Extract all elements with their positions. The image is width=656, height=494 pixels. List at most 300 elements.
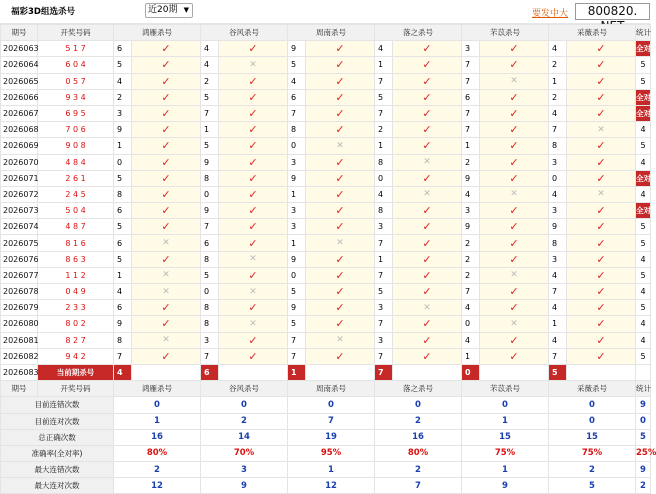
- period-cell: 2026068: [1, 122, 38, 138]
- kill-number-cell: 7: [375, 316, 393, 332]
- stat-value: 9: [462, 478, 549, 494]
- check-icon: ✓: [161, 187, 171, 201]
- kill-number-cell: 3: [288, 219, 306, 235]
- kill-number-cell: 1: [549, 316, 567, 332]
- check-icon: ✓: [422, 74, 432, 88]
- kill-number-cell: 3: [114, 105, 132, 121]
- kill-number-cell: 8: [201, 300, 219, 316]
- kill-number-cell: 7: [462, 284, 480, 300]
- kill-number-cell: 4: [288, 73, 306, 89]
- period-cell: 2026069: [1, 138, 38, 154]
- kill-number-cell: 4: [549, 186, 567, 202]
- kill-number-cell: 2: [462, 154, 480, 170]
- stat-cell: 全对: [636, 170, 651, 186]
- cross-icon: ✕: [336, 140, 344, 151]
- period-select[interactable]: 近20期 ▼: [145, 3, 193, 18]
- stat-label: 目前连对次数: [1, 413, 114, 429]
- kill-number-cell: 3: [288, 203, 306, 219]
- period-cell: 2026064: [1, 57, 38, 73]
- mark-cell: [132, 138, 201, 154]
- mark-cell: [393, 316, 462, 332]
- cross-icon: ✕: [423, 189, 431, 200]
- draw-number-cell: 2 4 5: [38, 186, 114, 202]
- kill-number-cell: 5: [288, 316, 306, 332]
- column-header: 谷风杀号: [201, 381, 288, 397]
- check-icon: ✓: [509, 252, 519, 266]
- draw-number-cell: 5 0 4: [38, 203, 114, 219]
- check-icon: ✓: [161, 123, 171, 137]
- check-icon: ✓: [248, 171, 258, 185]
- check-icon: ✓: [335, 107, 345, 121]
- kill-number-cell: 6: [462, 89, 480, 105]
- kill-number-cell: 3: [462, 41, 480, 57]
- mark-cell: [132, 186, 201, 202]
- kill-number-cell: 7: [114, 348, 132, 364]
- kill-number-cell: 3: [201, 332, 219, 348]
- check-icon: ✓: [422, 107, 432, 121]
- check-icon: ✓: [161, 90, 171, 104]
- mark-cell: [132, 235, 201, 251]
- kill-number-cell: 7: [375, 235, 393, 251]
- table-row: [1, 57, 651, 73]
- mark-cell: [306, 219, 375, 235]
- period-cell: 2026078: [1, 284, 38, 300]
- mark-cell: [306, 267, 375, 283]
- check-icon: ✓: [422, 268, 432, 282]
- mark-cell: [480, 348, 549, 364]
- mark-cell: [567, 57, 636, 73]
- kill-number-cell: 0: [201, 284, 219, 300]
- check-icon: ✓: [335, 90, 345, 104]
- kill-number-cell: 7: [462, 57, 480, 73]
- stat-value: 0: [549, 413, 636, 429]
- kill-number-cell: 5: [375, 284, 393, 300]
- mark-cell: [393, 267, 462, 283]
- stat-value: 15: [462, 429, 549, 445]
- kill-number-cell: 6: [288, 89, 306, 105]
- mark-cell: [132, 203, 201, 219]
- draw-number-cell: 8 6 3: [38, 251, 114, 267]
- check-icon: ✓: [248, 139, 258, 153]
- mark-cell: [567, 186, 636, 202]
- kill-number-cell: 7: [462, 105, 480, 121]
- mark-cell: [306, 57, 375, 73]
- kill-number-cell: 7: [462, 73, 480, 89]
- mark-cell: [480, 332, 549, 348]
- kill-number-cell: 1: [462, 348, 480, 364]
- period-cell: 2026082: [1, 348, 38, 364]
- column-header: 落之杀号: [375, 25, 462, 41]
- stat-value: 16: [375, 429, 462, 445]
- stat-value: 0: [114, 397, 201, 413]
- check-icon: ✓: [335, 204, 345, 218]
- stat-value: 1: [462, 413, 549, 429]
- kill-number-cell: 8: [549, 138, 567, 154]
- check-icon: ✓: [422, 236, 432, 250]
- kill-number-cell: 3: [549, 203, 567, 219]
- kill-number-cell: 5: [114, 170, 132, 186]
- stat-value: 80%: [375, 445, 462, 461]
- mark-cell: [306, 170, 375, 186]
- kill-number-cell: 8: [114, 186, 132, 202]
- check-icon: ✓: [161, 74, 171, 88]
- cross-icon: ✕: [249, 286, 257, 297]
- stat-value: 15: [549, 429, 636, 445]
- kill-number-cell: 3: [375, 332, 393, 348]
- kill-number-cell: 3: [549, 154, 567, 170]
- check-icon: ✓: [422, 204, 432, 218]
- draw-number-cell: 9 3 4: [38, 89, 114, 105]
- kill-number-cell: 4: [549, 105, 567, 121]
- mark-cell: [567, 105, 636, 121]
- header-row: [1, 381, 651, 397]
- check-icon: ✓: [422, 42, 432, 56]
- mark-cell: [393, 170, 462, 186]
- stat-cell: 5: [636, 138, 651, 154]
- stat-value: 95%: [288, 445, 375, 461]
- mark-cell: [393, 235, 462, 251]
- check-icon: ✓: [509, 90, 519, 104]
- check-icon: ✓: [161, 220, 171, 234]
- table-row: [1, 219, 651, 235]
- check-icon: ✓: [248, 236, 258, 250]
- check-icon: ✓: [509, 107, 519, 121]
- mark-cell: [132, 154, 201, 170]
- kill-number-cell: 9: [288, 170, 306, 186]
- period-cell: 2026066: [1, 89, 38, 105]
- mark-cell: [393, 89, 462, 105]
- check-icon: ✓: [422, 285, 432, 299]
- check-icon: ✓: [596, 171, 606, 185]
- check-icon: ✓: [596, 204, 606, 218]
- stat-value: 7: [288, 413, 375, 429]
- kill-number-cell: 7: [549, 284, 567, 300]
- stat-value: 5: [636, 429, 651, 445]
- mark-cell: [480, 284, 549, 300]
- check-icon: ✓: [596, 285, 606, 299]
- empty-cell: [306, 364, 375, 380]
- check-icon: ✓: [248, 123, 258, 137]
- check-icon: ✓: [248, 204, 258, 218]
- column-header: 开奖号码: [38, 381, 114, 397]
- stat-value: 0: [549, 397, 636, 413]
- kill-number-cell: 1: [375, 57, 393, 73]
- kill-number-cell: 7: [288, 105, 306, 121]
- kill-number-cell: 8: [375, 154, 393, 170]
- kill-number-cell: 7: [549, 122, 567, 138]
- mark-cell: [393, 284, 462, 300]
- check-icon: ✓: [596, 139, 606, 153]
- kill-number-cell: 0: [462, 316, 480, 332]
- kill-number-cell: 1: [201, 122, 219, 138]
- current-kill-value: 5: [549, 364, 567, 380]
- empty-cell: [132, 364, 201, 380]
- mark-cell: [480, 138, 549, 154]
- check-icon: ✓: [509, 171, 519, 185]
- check-icon: ✓: [596, 74, 606, 88]
- check-icon: ✓: [335, 187, 345, 201]
- mark-cell: [393, 73, 462, 89]
- table-row: [1, 251, 651, 267]
- period-cell: 2026065: [1, 73, 38, 89]
- mark-cell: [393, 348, 462, 364]
- stat-value: 9: [636, 397, 651, 413]
- table-row: [1, 203, 651, 219]
- check-icon: ✓: [248, 301, 258, 315]
- cross-icon: ✕: [336, 238, 344, 249]
- mark-cell: [567, 316, 636, 332]
- mark-cell: [393, 251, 462, 267]
- stat-value: 80%: [114, 445, 201, 461]
- stat-value: 2: [549, 462, 636, 478]
- mark-cell: [480, 300, 549, 316]
- draw-number-cell: 8 1 6: [38, 235, 114, 251]
- stat-cell: 全对: [636, 203, 651, 219]
- kill-number-cell: 5: [201, 138, 219, 154]
- mark-cell: [567, 251, 636, 267]
- draw-number-cell: 5 1 7: [38, 41, 114, 57]
- check-icon: ✓: [335, 301, 345, 315]
- check-icon: ✓: [422, 171, 432, 185]
- kill-number-cell: 4: [114, 284, 132, 300]
- stat-value: 75%: [549, 445, 636, 461]
- column-header: 谷风杀号: [201, 25, 288, 41]
- kill-number-cell: 6: [114, 300, 132, 316]
- check-icon: ✓: [335, 220, 345, 234]
- kill-number-cell: 5: [114, 57, 132, 73]
- check-icon: ✓: [335, 285, 345, 299]
- mark-cell: [393, 57, 462, 73]
- check-icon: ✓: [422, 90, 432, 104]
- kill-number-cell: 9: [201, 203, 219, 219]
- mark-cell: [219, 105, 288, 121]
- stat-value: 70%: [201, 445, 288, 461]
- kill-number-cell: 0: [288, 267, 306, 283]
- check-icon: ✓: [509, 285, 519, 299]
- check-icon: ✓: [161, 301, 171, 315]
- kill-number-cell: 5: [288, 284, 306, 300]
- stat-value: 14: [201, 429, 288, 445]
- period-cell: 2026083: [1, 364, 38, 380]
- period-cell: 2026076: [1, 251, 38, 267]
- kill-number-cell: 4: [549, 267, 567, 283]
- stat-cell: 5: [636, 348, 651, 364]
- kill-number-cell: 5: [201, 267, 219, 283]
- mark-cell: [132, 300, 201, 316]
- kill-number-cell: 3: [549, 251, 567, 267]
- check-icon: ✓: [335, 155, 345, 169]
- mark-cell: [132, 332, 201, 348]
- stat-value: 1: [114, 413, 201, 429]
- check-icon: ✓: [335, 171, 345, 185]
- check-icon: ✓: [596, 220, 606, 234]
- header-row: [1, 25, 651, 41]
- mark-cell: [132, 105, 201, 121]
- kill-number-cell: 0: [201, 186, 219, 202]
- mark-cell: [393, 300, 462, 316]
- column-header: 期号: [1, 381, 38, 397]
- kill-number-cell: 4: [462, 332, 480, 348]
- draw-number-cell: 9 0 8: [38, 138, 114, 154]
- kill-number-cell: 0: [375, 170, 393, 186]
- stat-cell: 全对: [636, 105, 651, 121]
- kill-number-cell: 2: [375, 122, 393, 138]
- kill-number-cell: 6: [114, 41, 132, 57]
- mark-cell: [219, 41, 288, 57]
- empty-cell: [393, 364, 462, 380]
- check-icon: ✓: [422, 220, 432, 234]
- table-row: [1, 332, 651, 348]
- check-icon: ✓: [509, 58, 519, 72]
- mark-cell: [219, 235, 288, 251]
- check-icon: ✓: [509, 236, 519, 250]
- kill-number-cell: 8: [201, 316, 219, 332]
- stat-cell: 5: [636, 57, 651, 73]
- kill-number-cell: 9: [288, 251, 306, 267]
- mark-cell: [480, 105, 549, 121]
- table-row: [1, 348, 651, 364]
- request-link[interactable]: 要发中大: [532, 9, 569, 19]
- stat-value: 5: [549, 478, 636, 494]
- stat-value: 9: [636, 462, 651, 478]
- check-icon: ✓: [596, 90, 606, 104]
- stat-value: 12: [114, 478, 201, 494]
- mark-cell: [306, 284, 375, 300]
- kill-number-cell: 4: [549, 332, 567, 348]
- mark-cell: [306, 316, 375, 332]
- kill-number-cell: 9: [462, 219, 480, 235]
- kill-number-cell: 3: [375, 300, 393, 316]
- check-icon: ✓: [248, 349, 258, 363]
- check-icon: ✓: [161, 42, 171, 56]
- mark-cell: [393, 122, 462, 138]
- mark-cell: [480, 251, 549, 267]
- column-header: 周南杀号: [288, 381, 375, 397]
- mark-cell: [219, 267, 288, 283]
- draw-number-cell: 4 8 4: [38, 154, 114, 170]
- check-icon: ✓: [335, 74, 345, 88]
- kill-number-cell: 1: [375, 138, 393, 154]
- mark-cell: [567, 219, 636, 235]
- table-row: [1, 235, 651, 251]
- mark-cell: [480, 89, 549, 105]
- mark-cell: [219, 154, 288, 170]
- check-icon: ✓: [161, 155, 171, 169]
- stat-value: 0: [201, 397, 288, 413]
- cross-icon: ✕: [336, 335, 344, 346]
- kill-number-cell: 1: [375, 251, 393, 267]
- cross-icon: ✕: [249, 254, 257, 265]
- mark-cell: [219, 122, 288, 138]
- stat-value: 12: [288, 478, 375, 494]
- mark-cell: [480, 219, 549, 235]
- period-cell: 2026079: [1, 300, 38, 316]
- table-row: [1, 267, 651, 283]
- mark-cell: [219, 348, 288, 364]
- check-icon: ✓: [596, 301, 606, 315]
- period-cell: 2026081: [1, 332, 38, 348]
- column-header: 采薇杀号: [549, 381, 636, 397]
- mark-cell: [219, 170, 288, 186]
- mark-cell: [567, 300, 636, 316]
- column-header: 开奖号码: [38, 25, 114, 41]
- stats-row: [1, 413, 651, 429]
- mark-cell: [219, 219, 288, 235]
- mark-cell: [132, 284, 201, 300]
- table-row: [1, 170, 651, 186]
- check-icon: ✓: [509, 204, 519, 218]
- stat-cell: 4: [636, 284, 651, 300]
- mark-cell: [219, 57, 288, 73]
- mark-cell: [393, 186, 462, 202]
- check-icon: ✓: [509, 301, 519, 315]
- stat-cell: 4: [636, 154, 651, 170]
- kill-number-cell: 8: [288, 122, 306, 138]
- kill-number-cell: 9: [462, 170, 480, 186]
- mark-cell: [306, 300, 375, 316]
- mark-cell: [219, 316, 288, 332]
- column-header: 芣苡杀号: [462, 381, 549, 397]
- kill-number-cell: 7: [462, 122, 480, 138]
- draw-number-cell: 1 1 2: [38, 267, 114, 283]
- draw-number-cell: 6 9 5: [38, 105, 114, 121]
- mark-cell: [219, 73, 288, 89]
- check-icon: ✓: [422, 317, 432, 331]
- mark-cell: [567, 235, 636, 251]
- mark-cell: [393, 138, 462, 154]
- mark-cell: [219, 203, 288, 219]
- stat-cell: 5: [636, 219, 651, 235]
- check-icon: ✓: [596, 236, 606, 250]
- cross-icon: ✕: [423, 302, 431, 313]
- check-icon: ✓: [596, 42, 606, 56]
- cross-icon: ✕: [423, 157, 431, 168]
- kill-number-cell: 8: [114, 332, 132, 348]
- check-icon: ✓: [335, 349, 345, 363]
- mark-cell: [306, 105, 375, 121]
- stats-row: [1, 462, 651, 478]
- period-cell: 2026072: [1, 186, 38, 202]
- check-icon: ✓: [248, 220, 258, 234]
- stat-value: 2: [375, 413, 462, 429]
- stat-cell: 5: [636, 73, 651, 89]
- mark-cell: [480, 170, 549, 186]
- period-cell: 2026063: [1, 41, 38, 57]
- check-icon: ✓: [509, 333, 519, 347]
- kill-number-cell: 1: [549, 73, 567, 89]
- mark-cell: [567, 73, 636, 89]
- kill-number-cell: 1: [288, 235, 306, 251]
- mark-cell: [132, 348, 201, 364]
- kill-number-cell: 7: [549, 348, 567, 364]
- check-icon: ✓: [161, 171, 171, 185]
- mark-cell: [219, 284, 288, 300]
- table-row: [1, 186, 651, 202]
- cross-icon: ✕: [510, 270, 518, 281]
- draw-number-cell: 6 0 4: [38, 57, 114, 73]
- check-icon: ✓: [161, 139, 171, 153]
- mark-cell: [306, 235, 375, 251]
- mark-cell: [393, 105, 462, 121]
- check-icon: ✓: [509, 139, 519, 153]
- kill-number-cell: 8: [201, 251, 219, 267]
- kill-number-cell: 3: [375, 219, 393, 235]
- period-cell: 2026075: [1, 235, 38, 251]
- mark-cell: [480, 41, 549, 57]
- kill-number-cell: 0: [549, 170, 567, 186]
- draw-number-cell: 4 8 7: [38, 219, 114, 235]
- column-header: 芣苡杀号: [462, 25, 549, 41]
